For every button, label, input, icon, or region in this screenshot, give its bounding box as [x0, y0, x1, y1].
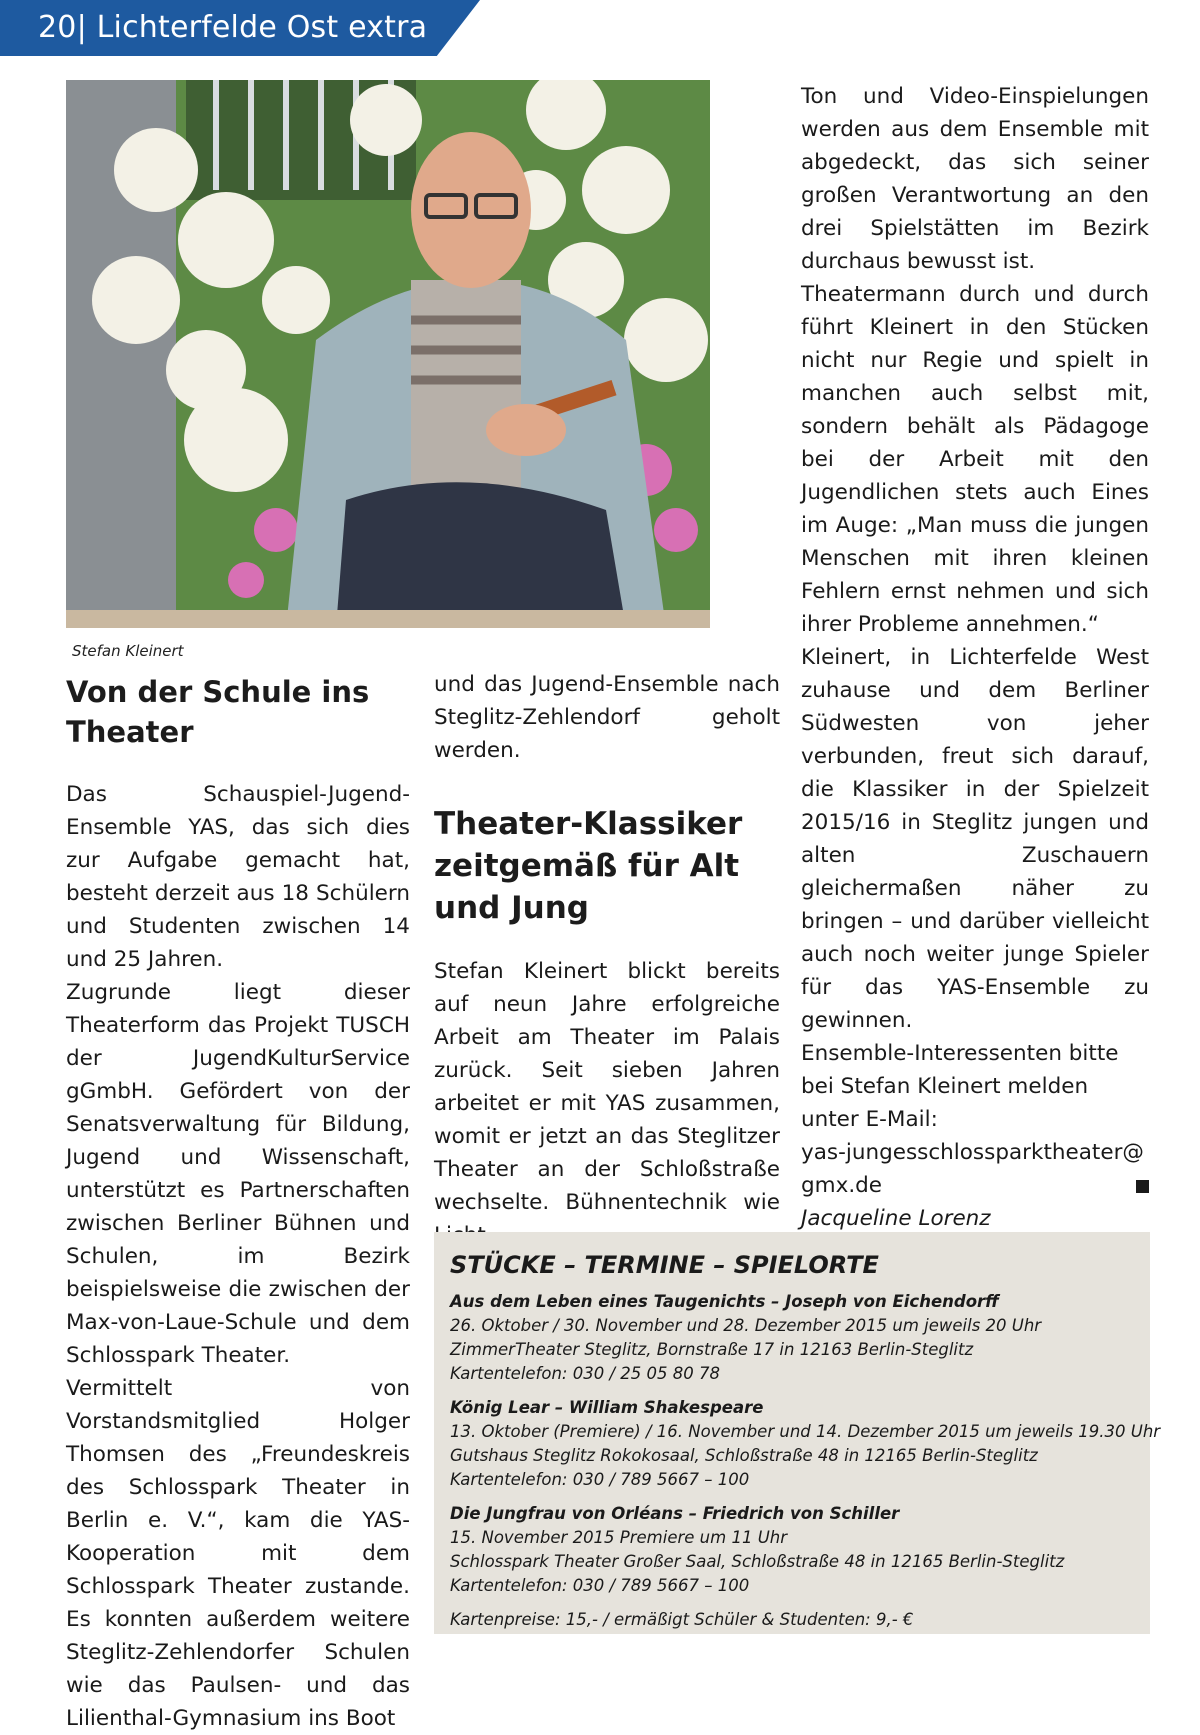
author: Jacqueline Lorenz [801, 1206, 991, 1231]
contact-line: bei Stefan Kleinert melden [801, 1074, 1089, 1099]
infobox-title: STÜCKE – TERMINE – SPIELORTE [450, 1251, 879, 1279]
event-dates: 13. Oktober (Premiere) / 16. November und 14. Dezember 2015 um jeweils 19.30 Uhr [450, 1422, 1161, 1441]
article-column-3 [801, 80, 1149, 1235]
paragraph: Stefan Kleinert blickt bereits auf neun Jahre erfolgreiche Arbeit am Theater im Palais zurück. Seit sieben Jahren arbeitet er mit YAS zusammen, womit er jetzt an das Steglitzer Theater an der Schloßstraße wechselte. Bühnentechnik wie [434, 959, 780, 1215]
event-title: König Lear – William Shakespeare [450, 1398, 764, 1417]
article-photo [66, 80, 710, 628]
header-label: 20| Lichterfelde Ost extra [38, 10, 428, 45]
page-number: 20 [38, 10, 77, 45]
event-phone: Kartentelefon: 030 / 25 05 80 78 [450, 1364, 720, 1383]
contact-line: Ensemble-Interessenten bitte [801, 1041, 1119, 1066]
photo-caption: Stefan Kleinert [72, 642, 184, 660]
paragraph: Zugrunde liegt dieser Theaterform das Projekt TUSCH der JugendKulturService gGmbH. Gefördert von der Senatsverwaltung für Bildung, Jugend und Wissenschaft, unterstützt es Partnerschaften zwischen Berliner Bühnen und Schulen, im Bezirk beispielsweise die zwischen der Max-von-Laue-Schule und dem Schlosspark Theater. [66, 980, 410, 1368]
contact-line: unter E-Mail: [801, 1107, 938, 1132]
contact-email-line [801, 1136, 1149, 1202]
paragraph: Das Schauspiel-Jugend-Ensemble YAS, das sich dies zur Aufgabe gemacht hat, besteht derzeit aus 18 Schülern und Studenten zwischen 14 und 25 Jahren. [66, 782, 410, 972]
event-item [450, 1502, 1134, 1598]
event-venue: Gutshaus Steglitz Rokokosaal, Schloßstraße 48 in 12165 Berlin-Steglitz [450, 1446, 1038, 1465]
headline-1: Von der Schule ins Theater [66, 675, 370, 749]
paragraph: Vermittelt von Vorstandsmitglied Holger Thomsen des „Freundeskreis des Schlosspark Theater in Berlin e. V.“, kam die YAS-Kooperation mit dem Schlosspark Theater zustande. Es konnten außerdem weitere Steglitz-Zehlendorfer Schulen wie das Paulsen- und das Lilienthal-Gymnasium ins Boot [66, 1376, 410, 1731]
paragraph: Kleinert, in Lichterfelde West zuhause und dem Berliner Südwesten von jeher verbunden, freut sich darauf, die Klassiker in der Spielzeit 2015/16 in Steglitz jungen und alten Zuschauern gleichermaßen näher zu bringen – und darüber vielleicht auch noch weiter junge Spieler für das YAS-Ensemble zu gewinnen. [801, 645, 1149, 1033]
paragraph: und das Jugend-Ensemble nach Steglitz-Zehlendorf geholt werden. [434, 672, 780, 763]
contact-email[interactable]: yas-jungesschlossparktheater@gmx.de [801, 1140, 1144, 1198]
event-info-box [434, 1232, 1161, 1634]
event-venue: Schlosspark Theater Großer Saal, Schloßstraße 48 in 12165 Berlin-Steglitz [450, 1552, 1065, 1571]
paragraph: Theatermann durch und durch führt Kleinert in den Stücken nicht nur Regie und spielt in manchen auch selbst mit, sondern behält als Pädagoge bei der Arbeit mit den Jugendlichen stets auch Eines im Auge: „Man muss die jungen Menschen mit ihren kleinen Fehlern ernst nehmen und sich ihrer Probleme annehmen.“ [801, 282, 1149, 637]
event-venue: ZimmerTheater Steglitz, Bornstraße 17 in 12163 Berlin-Steglitz [450, 1340, 974, 1359]
section-title: Lichterfelde Ost extra [96, 10, 428, 45]
paragraph: Ton und Video-Einspielungen werden aus dem Ensemble mit abgedeckt, das sich seiner großen Verantwortung an den drei Spielstätten im Bezirk durchaus bewusst ist. [801, 84, 1149, 274]
event-phone: Kartentelefon: 030 / 789 5667 – 100 [450, 1576, 750, 1595]
event-item [450, 1396, 1161, 1492]
article-column-2 [434, 668, 780, 1252]
event-phone: Kartentelefon: 030 / 789 5667 – 100 [450, 1470, 750, 1489]
event-item [450, 1290, 1134, 1386]
event-dates: 26. Oktober / 30. November und 28. Dezember 2015 um jeweils 20 Uhr [450, 1316, 1042, 1335]
end-of-article-mark [1136, 1180, 1149, 1193]
ticket-prices: Kartenpreise: 15,- / ermäßigt Schüler & Studenten: 9,- € [450, 1610, 914, 1629]
event-title: Aus dem Leben eines Taugenichts – Joseph von Eichendorff [450, 1292, 999, 1311]
event-title: Die Jungfrau von Orléans – Friedrich von Schiller [450, 1504, 900, 1523]
photo-illustration [66, 80, 710, 628]
event-dates: 15. November 2015 Premiere um 11 Uhr [450, 1528, 788, 1547]
article-column-1 [66, 672, 410, 1735]
headline-2: Theater-Klassiker zeitgemäß für Alt und Jung [434, 806, 743, 926]
